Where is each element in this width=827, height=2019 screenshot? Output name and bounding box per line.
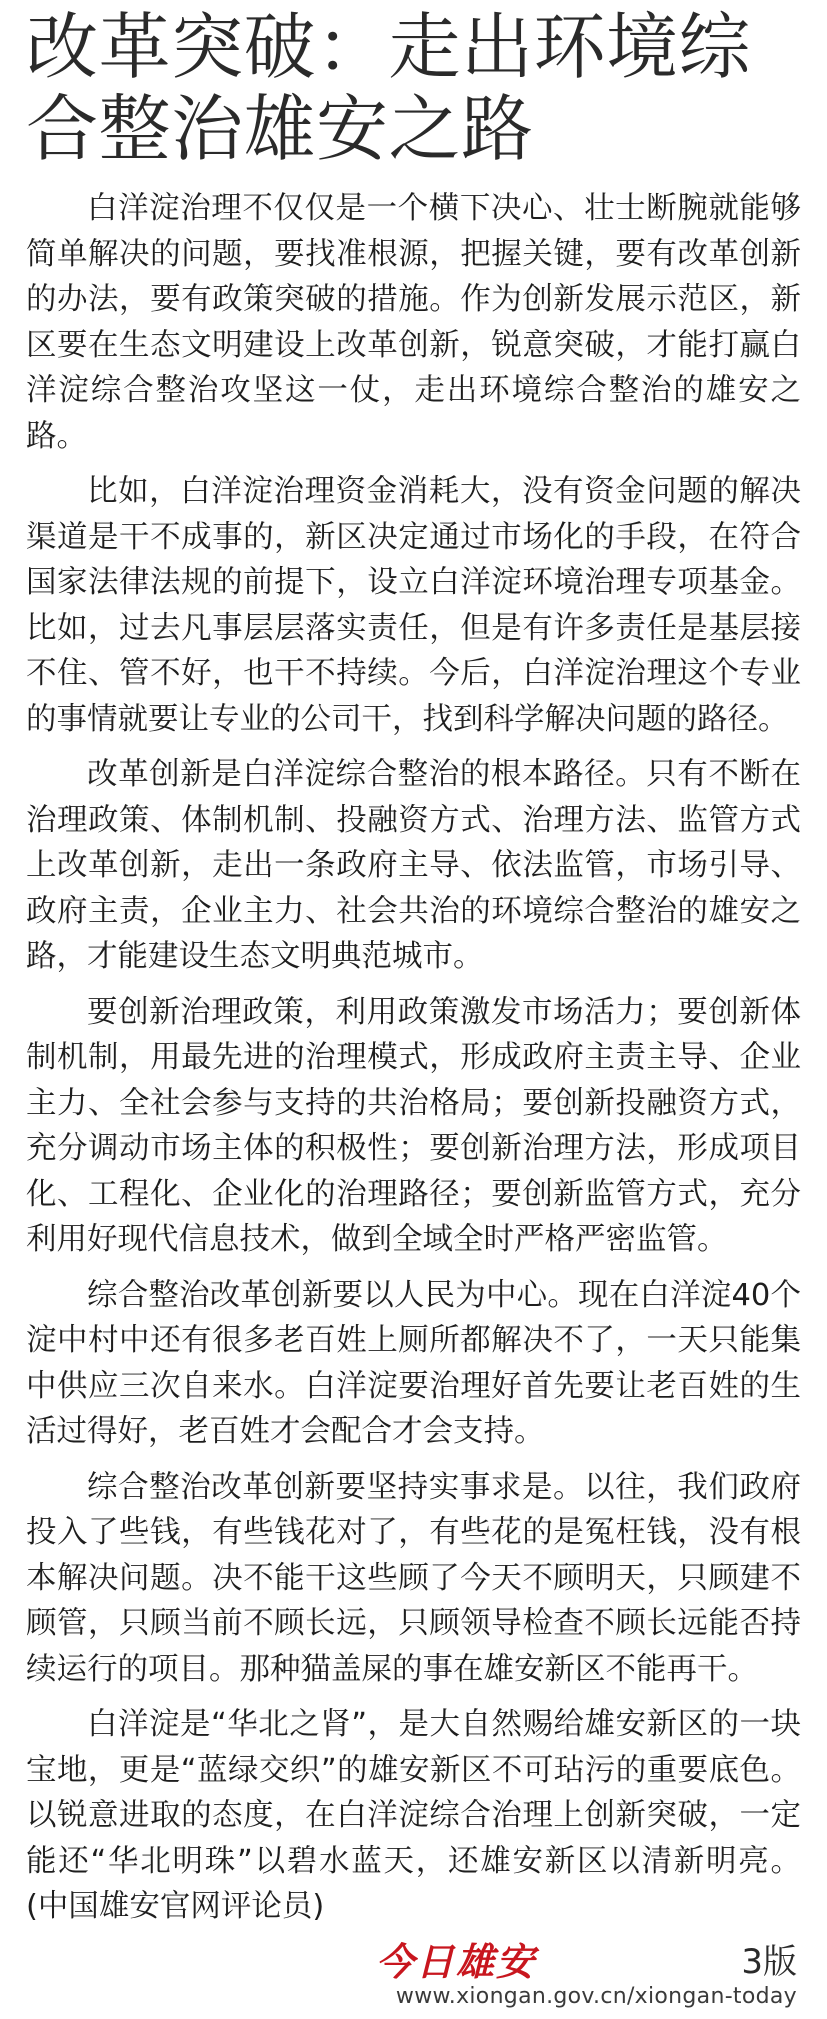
edition-number: 3版	[741, 1942, 797, 1982]
website-url[interactable]: www.xiongan.gov.cn/xiongan-today	[395, 1984, 797, 2009]
article-paragraph: 改革创新是白洋淀综合整治的根本路径。只有不断在治理政策、体制机制、投融资方式、治理方法、监管方式上改革创新，走出一条政府主导、依法监管，市场引导、政府主责，企业主力、社会共治的环境综合整治的雄安之路，才能建设生态文明典范城市。	[26, 757, 801, 974]
article-paragraph: 白洋淀是“华北之肾”，是大自然赐给雄安新区的一块宝地，更是“蓝绿交织”的雄安新区不可玷污的重要底色。以锐意进取的态度，在白洋淀综合治理上创新突破，一定能还“华北明珠”以碧水蓝天，还雄安新区以清新明亮。(中国雄安官网评论员)	[26, 1707, 801, 1924]
article-paragraph: 综合整治改革创新要以人民为中心。现在白洋淀40个淀中村中还有很多老百姓上厕所都解决不了，一天只能集中供应三次自来水。白洋淀要治理好首先要让老百姓的生活过得好，老百姓才会配合才会支持。	[26, 1277, 801, 1449]
article-paragraph: 白洋淀治理不仅仅是一个横下决心、壮士断腕就能够简单解决的问题，要找准根源，把握关键，要有改革创新的办法，要有政策突破的措施。作为创新发展示范区，新区要在生态文明建设上改革创新，锐意突破，才能打赢白洋淀综合整治攻坚这一仗，走出环境综合整治的雄安之路。	[26, 191, 801, 454]
article-paragraph: 综合整治改革创新要坚持实事求是。以往，我们政府投入了些钱，有些钱花对了，有些花的是冤枉钱，没有根本解决问题。决不能干这些顾了今天不顾明天，只顾建不顾管，只顾当前不顾长远，只顾领导检查不顾长远能否持续运行的项目。那种猫盖屎的事在雄安新区不能再干。	[26, 1469, 801, 1687]
article-paragraph: 比如，白洋淀治理资金消耗大，没有资金问题的解决渠道是干不成事的，新区决定通过市场化的手段，在符合国家法律法规的前提下，设立白洋淀环境治理专项基金。比如，过去凡事层层落实责任，但是有许多责任是基层接不住、管不好，也干不持续。今后，白洋淀治理这个专业的事情就要让专业的公司干，找到科学解决问题的路径。	[26, 474, 801, 737]
article-title: 改革突破：走出环境综合整治雄安之路	[26, 5, 752, 171]
newspaper-logo: 今日雄安	[376, 1939, 537, 1984]
page-footer	[0, 1940, 827, 2010]
article-paragraph: 要创新治理政策，利用政策激发市场活力；要创新体制机制，用最先进的治理模式，形成政府主责主导、企业主力、全社会参与支持的共治格局；要创新投融资方式，充分调动市场主体的积极性；要创新治理方法，形成项目化、工程化、企业化的治理路径；要创新监管方式，充分利用好现代信息技术，做到全域全时严格严密监管。	[26, 994, 801, 1257]
article-body	[26, 186, 801, 1930]
